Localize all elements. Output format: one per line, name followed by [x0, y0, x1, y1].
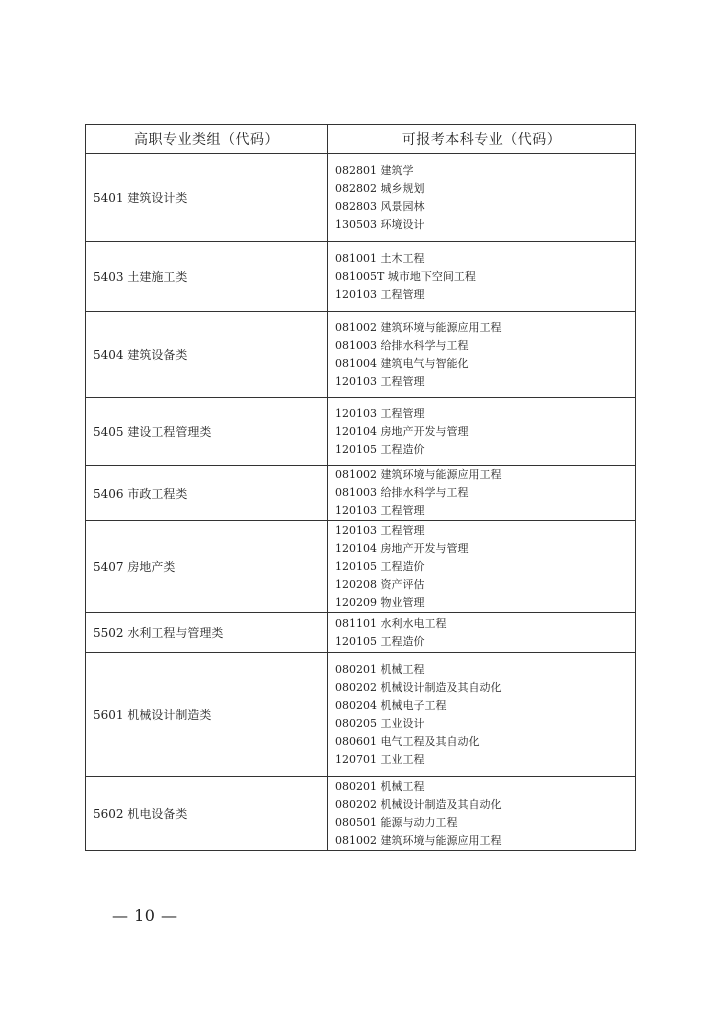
major-item: 120104 房地产开发与管理: [335, 541, 469, 555]
major-item: 120103 工程管理: [335, 523, 425, 537]
major-mapping-table: [85, 124, 636, 851]
major-item: 081003 给排水科学与工程: [335, 338, 469, 352]
major-item: 120103 工程管理: [335, 374, 425, 388]
vocational-group-cell: 5502 水利工程与管理类: [86, 613, 328, 653]
major-item: 080202 机械设计制造及其自动化: [335, 680, 502, 694]
vocational-group-cell: 5601 机械设计制造类: [86, 653, 328, 777]
major-item: 120105 工程造价: [335, 559, 425, 573]
major-item: 081002 建筑环境与能源应用工程: [335, 833, 502, 847]
vocational-group-cell: 5406 市政工程类: [86, 466, 328, 521]
table-row: [86, 312, 636, 398]
major-item: 082801 建筑学: [335, 163, 414, 177]
undergraduate-majors-cell: [328, 466, 636, 521]
table-row: [86, 466, 636, 521]
major-item: 080601 电气工程及其自动化: [335, 734, 480, 748]
major-item: 080204 机械电子工程: [335, 698, 447, 712]
vocational-group-cell: 5403 土建施工类: [86, 242, 328, 312]
major-item: 120104 房地产开发与管理: [335, 424, 469, 438]
header-vocational-group: 高职专业类组（代码）: [86, 125, 328, 154]
table-row: [86, 398, 636, 466]
major-item: 081003 给排水科学与工程: [335, 486, 469, 499]
table-row: [86, 653, 636, 777]
major-item: 120208 资产评估: [335, 577, 425, 591]
vocational-group-cell: 5602 机电设备类: [86, 777, 328, 851]
major-item: 081002 建筑环境与能源应用工程: [335, 468, 502, 481]
table-body: [86, 154, 636, 851]
undergraduate-majors-cell: [328, 154, 636, 242]
major-item: 120103 工程管理: [335, 504, 425, 517]
major-item: 120209 物业管理: [335, 595, 425, 609]
undergraduate-majors-cell: [328, 653, 636, 777]
major-item: 120105 工程造价: [335, 442, 425, 456]
vocational-group-cell: 5405 建设工程管理类: [86, 398, 328, 466]
undergraduate-majors-cell: [328, 613, 636, 653]
table-row: [86, 242, 636, 312]
vocational-group-cell: 5407 房地产类: [86, 521, 328, 613]
page-number: — 10 —: [112, 906, 178, 925]
table-row: [86, 777, 636, 851]
major-item: 082803 风景园林: [335, 199, 425, 213]
major-item: 080201 机械工程: [335, 662, 425, 676]
major-item: 080205 工业设计: [335, 716, 425, 730]
header-undergraduate-majors: 可报考本科专业（代码）: [328, 125, 636, 154]
vocational-group-cell: 5401 建筑设计类: [86, 154, 328, 242]
table-row: [86, 521, 636, 613]
major-item: 130503 环境设计: [335, 217, 425, 231]
undergraduate-majors-cell: [328, 242, 636, 312]
major-item: 120701 工业工程: [335, 752, 425, 766]
table-header-row: [86, 125, 636, 154]
major-item: 080201 机械工程: [335, 779, 425, 793]
major-item: 080501 能源与动力工程: [335, 815, 458, 829]
major-item: 081005T 城市地下空间工程: [335, 269, 476, 283]
undergraduate-majors-cell: [328, 521, 636, 613]
table-row: [86, 154, 636, 242]
major-item: 081002 建筑环境与能源应用工程: [335, 320, 502, 334]
vocational-group-cell: 5404 建筑设备类: [86, 312, 328, 398]
major-item: 080202 机械设计制造及其自动化: [335, 797, 502, 811]
major-item: 081001 土木工程: [335, 251, 425, 265]
major-item: 120103 工程管理: [335, 287, 425, 301]
major-item: 081004 建筑电气与智能化: [335, 356, 469, 370]
major-item: 120105 工程造价: [335, 634, 425, 648]
major-item: 082802 城乡规划: [335, 181, 425, 195]
undergraduate-majors-cell: [328, 398, 636, 466]
table-row: [86, 613, 636, 653]
undergraduate-majors-cell: [328, 312, 636, 398]
undergraduate-majors-cell: [328, 777, 636, 851]
major-item: 081101 水利水电工程: [335, 616, 447, 630]
major-item: 120103 工程管理: [335, 406, 425, 420]
